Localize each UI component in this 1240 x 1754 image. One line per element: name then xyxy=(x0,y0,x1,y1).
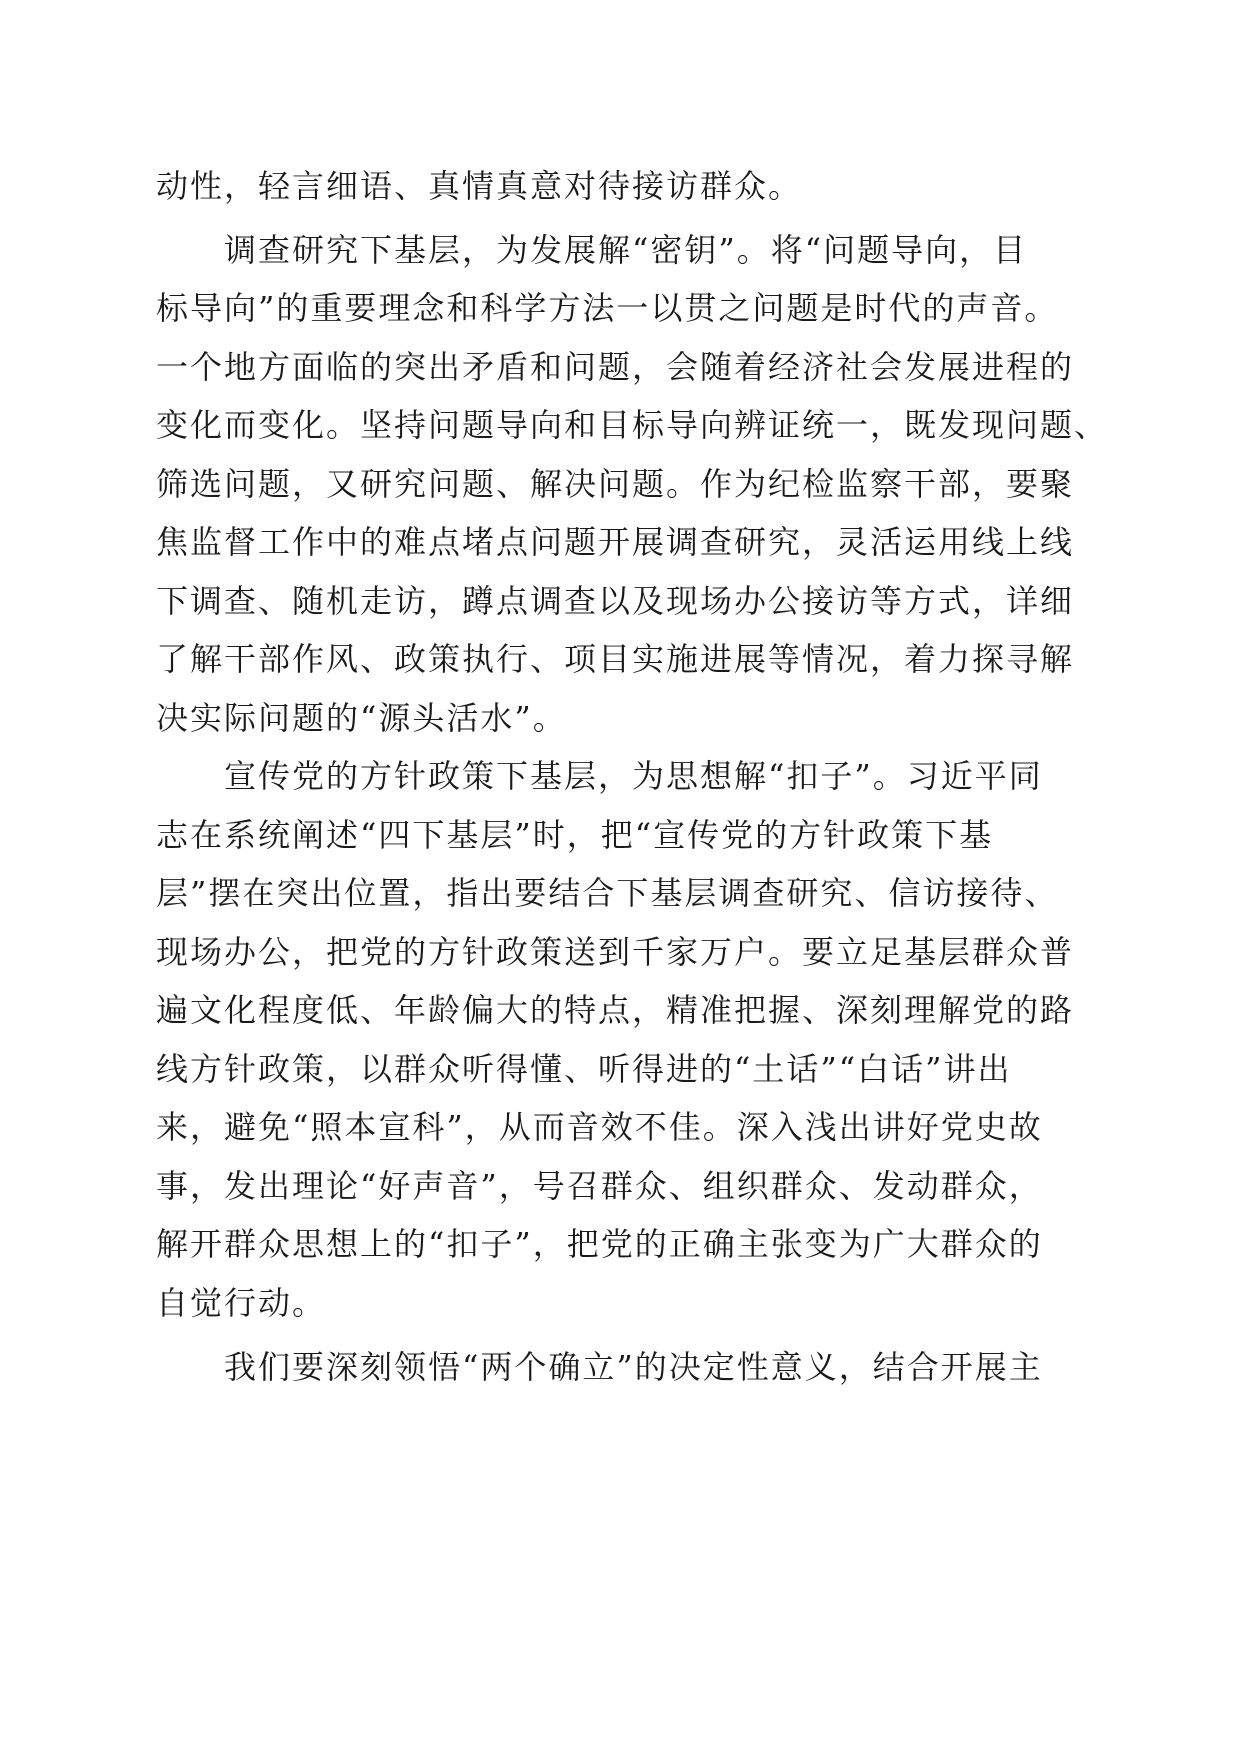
text-line: 了解干部作风、政策执行、项目实施进展等情况，着力探寻解 xyxy=(156,640,1075,678)
text-line: 志在系统阐述“四下基层”时，把“宣传党的方针政策下基 xyxy=(156,816,994,854)
paragraph-first-line: 宣传党的方针政策下基层，为思想解“扣子”。习近平同 xyxy=(224,757,1043,795)
paragraph-first-line: 调查研究下基层，为发展解“密钥”。将“问题导向，目 xyxy=(224,231,1028,269)
paragraph-first-line: 我们要深刻领悟“两个确立”的决定性意义，结合开展主 xyxy=(224,1348,1043,1386)
text-line: 变化而变化。坚持问题导向和目标导向辨证统一，既发现问题、 xyxy=(156,406,1109,444)
text-line: 动性，轻言细语、真情真意对待接访群众。 xyxy=(156,167,803,205)
text-line: 现场办公，把党的方针政策送到千家万户。要立足基层群众普 xyxy=(156,933,1075,971)
text-line: 来，避免“照本宣科”，从而音效不佳。深入浅出讲好党史故 xyxy=(156,1108,1043,1146)
text-line: 一个地方面临的突出矛盾和问题，会随着经济社会发展进程的 xyxy=(156,348,1075,386)
text-line: 自觉行动。 xyxy=(156,1284,327,1322)
text-line: 筛选问题，又研究问题、解决问题。作为纪检监察干部，要聚 xyxy=(156,465,1075,503)
text-line: 焦监督工作中的难点堵点问题开展调查研究，灵活运用线上线 xyxy=(156,523,1075,561)
text-line: 解开群众思想上的“扣子”，把党的正确主张变为广大群众的 xyxy=(156,1225,1043,1263)
text-line: 下调查、随机走访，蹲点调查以及现场办公接访等方式，详细 xyxy=(156,582,1075,620)
text-line: 决实际问题的“源头活水”。 xyxy=(156,699,567,737)
text-line: 层”摆在突出位置，指出要结合下基层调查研究、信访接待、 xyxy=(156,874,1059,912)
text-line: 遍文化程度低、年龄偏大的特点，精准把握、深刻理解党的路 xyxy=(156,991,1075,1029)
text-line: 标导向”的重要理念和科学方法一以贯之问题是时代的声音。 xyxy=(156,289,1059,327)
text-line: 线方针政策，以群众听得懂、听得进的“土话”“白话”讲出 xyxy=(156,1050,1012,1088)
text-line: 事，发出理论“好声音”，号召群众、组织群众、发动群众， xyxy=(156,1167,1043,1205)
